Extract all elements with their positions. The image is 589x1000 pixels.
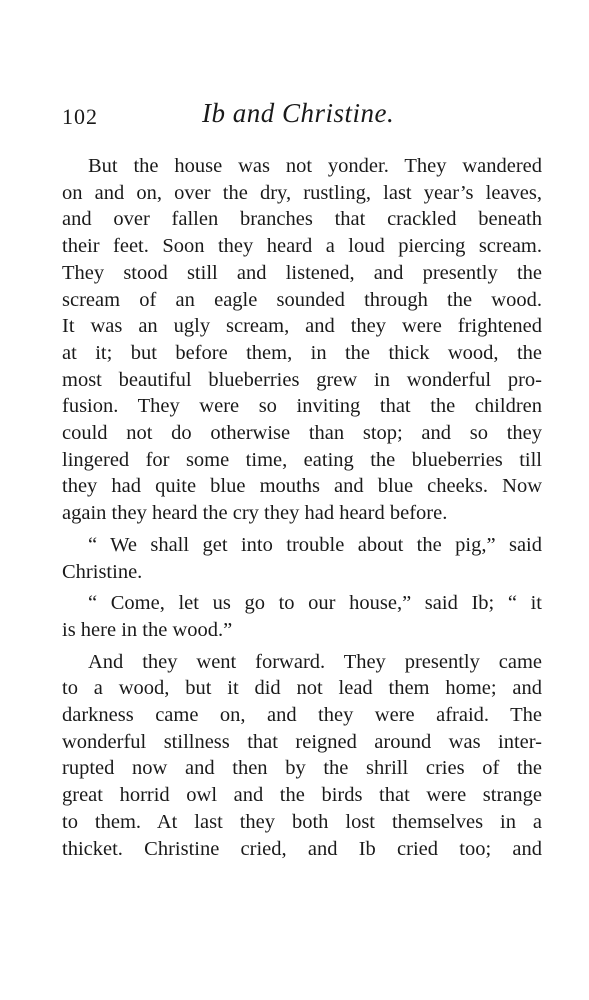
text-line: thicket. Christine cried, and Ib cried too; and	[62, 837, 542, 860]
text-line: “ We shall get into trouble about the pig,” said	[88, 533, 542, 556]
text-line: lingered for some time, eating the blueberries till	[62, 448, 542, 471]
text-line: darkness came on, and they were afraid. The	[62, 704, 542, 727]
text-line: They stood still and listened, and presently the	[62, 261, 542, 284]
text-line: could not do otherwise than stop; and so they	[62, 422, 542, 445]
text-line: at it; but before them, in the thick wood, the	[62, 341, 542, 364]
text-line: Christine.	[62, 560, 143, 583]
text-line: on and on, over the dry, rustling, last year’s leaves,	[62, 181, 542, 204]
paragraph-4	[62, 649, 542, 863]
text-line: to them. At last they both lost themselves in a	[62, 810, 542, 833]
text-line: and over fallen branches that crackled beneath	[62, 208, 542, 231]
text-line: they had quite blue mouths and blue cheeks. Now	[62, 475, 542, 498]
text-line: wonderful stillness that reigned around was inter-	[62, 730, 542, 753]
text-line: fusion. They were so inviting that the children	[62, 395, 542, 418]
page-number: 102	[62, 104, 98, 129]
text-line: But the house was not yonder. They wandered	[88, 155, 542, 177]
paragraph-2	[62, 532, 542, 585]
text-line: scream of an eagle sounded through the wood.	[62, 288, 542, 311]
text-line: their feet. Soon they heard a loud piercing scream.	[62, 235, 542, 258]
running-head	[62, 98, 542, 138]
text-line: “ Come, let us go to our house,” said Ib; “ it	[88, 592, 542, 615]
text-line: rupted now and then by the shrill cries of the	[62, 757, 542, 780]
text-line: again they heard the cry they had heard before.	[62, 502, 448, 525]
text-line: great horrid owl and the birds that were strange	[62, 784, 542, 807]
text-line: to a wood, but it did not lead them home; and	[62, 677, 542, 700]
text-line: It was an ugly scream, and they were frightened	[62, 315, 542, 338]
text-line: is here in the wood.”	[62, 618, 233, 641]
text-line: most beautiful blueberries grew in wonderful pro-	[62, 368, 542, 391]
running-title: Ib and Christine.	[202, 98, 395, 128]
paragraph-3	[62, 590, 542, 643]
text-line: And they went forward. They presently came	[88, 650, 542, 673]
paragraph-1	[62, 153, 542, 527]
body-text	[62, 153, 542, 862]
